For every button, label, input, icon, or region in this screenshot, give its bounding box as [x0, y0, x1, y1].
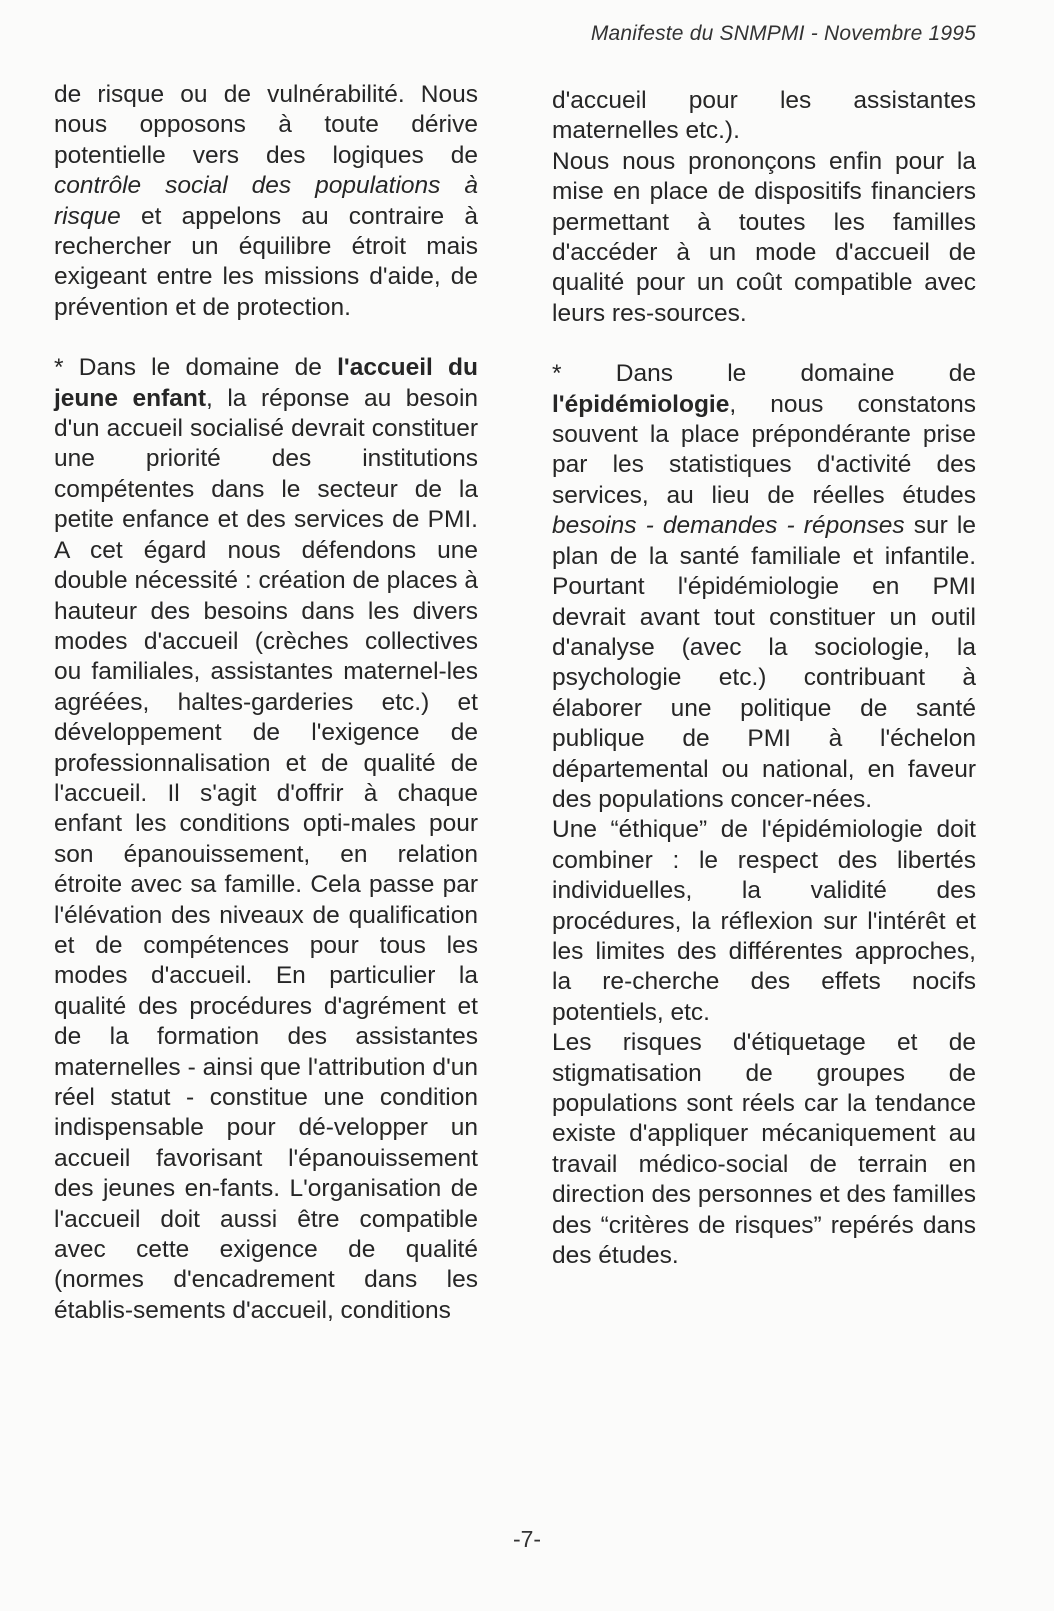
bold-heading-phrase: l'épidémiologie — [552, 390, 730, 418]
right-paragraph-3 — [552, 359, 976, 815]
right-paragraph-5: Les risques d'étiquetage et de stigmatisation de groupes de populations sont réels car la tendance existe d'appliquer mécaniquement au travail médico-social de terrain en direction des personnes et des familles des “critères de risques” repérés dans des études. — [552, 1029, 976, 1270]
text-run: et appelons au contraire à rechercher un équilibre étroit mais exigeant entre les missions d'aide, de prévention et de protection. — [54, 202, 478, 321]
right-column — [552, 86, 976, 1271]
text-run: , nous constatons souvent la place prépondérante prise par les statistiques d'activité des services, au lieu de réelles études — [552, 390, 976, 509]
text-run: sur le plan de la santé familiale et infantile. Pourtant l'épidémiologie en PMI devrait avant tout constituer un outil d'analyse (avec la sociologie, la psychologie etc.) contribuant à élaborer une politique de santé publique de PMI à l'échelon départemental ou national, en faveur des populations concer-nées. — [552, 512, 976, 813]
bold-heading-phrase: l'accueil du jeune enfant — [54, 354, 478, 412]
paragraph-gap — [54, 323, 478, 353]
italic-phrase: contrôle social des populations à risque — [54, 172, 478, 230]
right-paragraph-4: Une “éthique” de l'épidémiologie doit combiner : le respect des libertés individuelles, la validité des procédures, la réflexion sur l'intérêt et les limites des différentes approches, la re-cherche des effets nocifs potentiels, etc. — [552, 816, 976, 1026]
right-paragraph-2: Nous nous prononçons enfin pour la mise en place de dispositifs financiers permettant à toutes les familles d'accéder à un mode d'accueil de qualité pour un coût compatible avec leurs res-sources. — [552, 147, 976, 327]
right-paragraph-1: d'accueil pour les assistantes maternelles etc.). — [552, 87, 976, 145]
running-header: Manifeste du SNMPMI - Novembre 1995 — [590, 22, 976, 45]
text-run: de risque ou de vulnérabilité. Nous nous opposons à toute dérive potentielle vers des logiques de — [54, 81, 478, 169]
left-paragraph-1 — [54, 80, 478, 323]
left-column — [54, 80, 478, 1326]
italic-phrase: besoins - demandes - réponses — [552, 512, 905, 540]
text-run: * Dans le domaine de — [552, 360, 976, 388]
text-run: , la réponse au besoin d'un accueil socialisé devrait constituer une priorité des institutions compétentes dans le secteur de la petite enfance et des services de PMI. A cet égard nous défendons une double nécessité : création de places à hauteur des besoins dans les divers modes d'accueil (crèches collectives ou familiales, assistantes maternel-les agréées, haltes-garderies etc.) et développement de l'exigence de professionnalisation et de qualité de l'accueil. Il s'agit d'offrir à chaque enfant les conditions opti-males pour son épanouissement, en relation étroite avec sa famille. Cela passe par l'élévation des niveaux de qualification et de compétences pour tous les modes d'accueil. En particulier la qualité des procédures d'agrément et de la formation des assistantes maternelles - ainsi que l'attribution d'un réel statut - constitue une condition indispensable pour dé-velopper un accueil favorisant l'épanouissement des jeunes en-fants. L'organisation de l'accueil doit aussi être compatible avec cette exigence de qualité (normes d'encadrement dans les établis-sements d'accueil, conditions — [54, 384, 479, 1324]
page-number: -7- — [512, 1526, 542, 1552]
paragraph-gap — [552, 329, 976, 359]
left-paragraph-2 — [54, 353, 478, 1326]
text-run: * Dans le domaine de — [54, 354, 338, 382]
